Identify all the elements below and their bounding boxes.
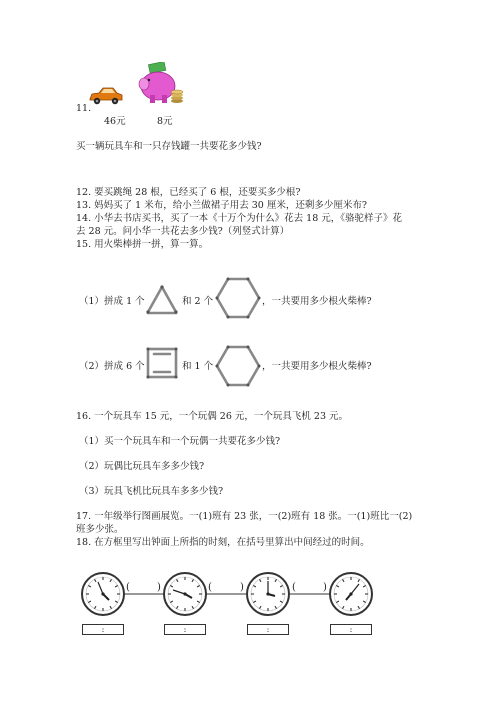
time-answer-box-2[interactable] bbox=[164, 624, 206, 635]
q16-sub2: （2）玩偶比玩具车多多少钱? bbox=[79, 461, 205, 472]
clock-3 bbox=[247, 573, 289, 615]
time-answer-box-4[interactable] bbox=[330, 624, 372, 635]
elapsed-paren-open-1: ( bbox=[126, 582, 130, 593]
time-box-colon-3: : bbox=[266, 625, 270, 634]
matchstick-square-image bbox=[144, 345, 180, 381]
q16-sub1: （1）买一个玩具车和一个玩偶一共要花多少钱? bbox=[79, 436, 281, 447]
elapsed-paren-close-1: ) bbox=[157, 582, 161, 593]
time-box-colon-2: : bbox=[183, 625, 187, 634]
q12-text: 12. 要买跳绳 28 根，已经买了 6 根，还要买多少根? bbox=[76, 187, 301, 198]
clock-2 bbox=[164, 573, 206, 615]
time-box-colon-4: : bbox=[349, 625, 353, 634]
time-box-colon-1: : bbox=[101, 625, 105, 634]
q14-line2: 去 28 元。问小华一共花去多少钱?（列竖式计算） bbox=[76, 226, 290, 237]
q11-question: 买一辆玩具车和一只存钱罐一共要花多少钱? bbox=[76, 141, 262, 152]
matchstick-triangle-image bbox=[144, 284, 180, 316]
q15-part2-suffix: ，一共要用多少根火柴棒? bbox=[262, 361, 372, 372]
q16-sub3: （3）玩具飞机比玩具车多多少钱? bbox=[79, 486, 224, 497]
elapsed-paren-close-2: ) bbox=[240, 582, 244, 593]
q13-text: 13. 妈妈买了 1 米布，给小兰做裙子用去 30 厘米，还剩多少厘米布? bbox=[76, 200, 367, 211]
matchstick-hexagon-image bbox=[214, 276, 262, 320]
q11-number: 11. bbox=[76, 103, 92, 114]
piggy-bank-image bbox=[136, 62, 184, 108]
car-price: 46元 bbox=[104, 116, 126, 127]
q15-part2-mid: 和 1 个 bbox=[182, 361, 214, 372]
time-answer-box-3[interactable] bbox=[247, 624, 289, 635]
clock-1 bbox=[82, 573, 124, 615]
q16-stem: 16. 一个玩具车 15 元，一个玩偶 26 元，一个玩具飞机 23 元。 bbox=[76, 411, 349, 422]
q15-title: 15. 用火柴棒拼一拼，算一算。 bbox=[76, 239, 209, 250]
q15-part1-mid: 和 2 个 bbox=[182, 296, 214, 307]
toy-car-image bbox=[88, 86, 124, 106]
elapsed-paren-open-3: ( bbox=[292, 582, 296, 593]
q17-line2: 班多少张。 bbox=[76, 524, 124, 535]
time-answer-box-1[interactable] bbox=[82, 624, 124, 635]
piggy-bank-price: 8元 bbox=[157, 116, 173, 127]
clock-4 bbox=[330, 573, 372, 615]
elapsed-paren-open-2: ( bbox=[208, 582, 212, 593]
elapsed-paren-close-3: ) bbox=[323, 582, 327, 593]
q14-line1: 14. 小华去书店买书，买了一本《十万个为什么》花去 18 元，《骆驼样子》花 bbox=[76, 213, 403, 224]
q15-part1-prefix: （1）拼成 1 个 bbox=[79, 296, 145, 307]
q18-text: 18. 在方框里写出钟面上所指的时刻，在括号里算出中间经过的时间。 bbox=[76, 537, 370, 548]
q15-part2-prefix: （2）拼成 6 个 bbox=[79, 361, 145, 372]
clock-timeline bbox=[0, 560, 500, 650]
q15-part1-suffix: ，一共要用多少根火柴棒? bbox=[262, 296, 372, 307]
matchstick-hexagon-image-2 bbox=[214, 344, 262, 388]
q17-line1: 17. 一年级举行图画展览。一(1)班有 23 张，一(2)班有 18 张。一(1)班比一(2) bbox=[76, 511, 413, 522]
